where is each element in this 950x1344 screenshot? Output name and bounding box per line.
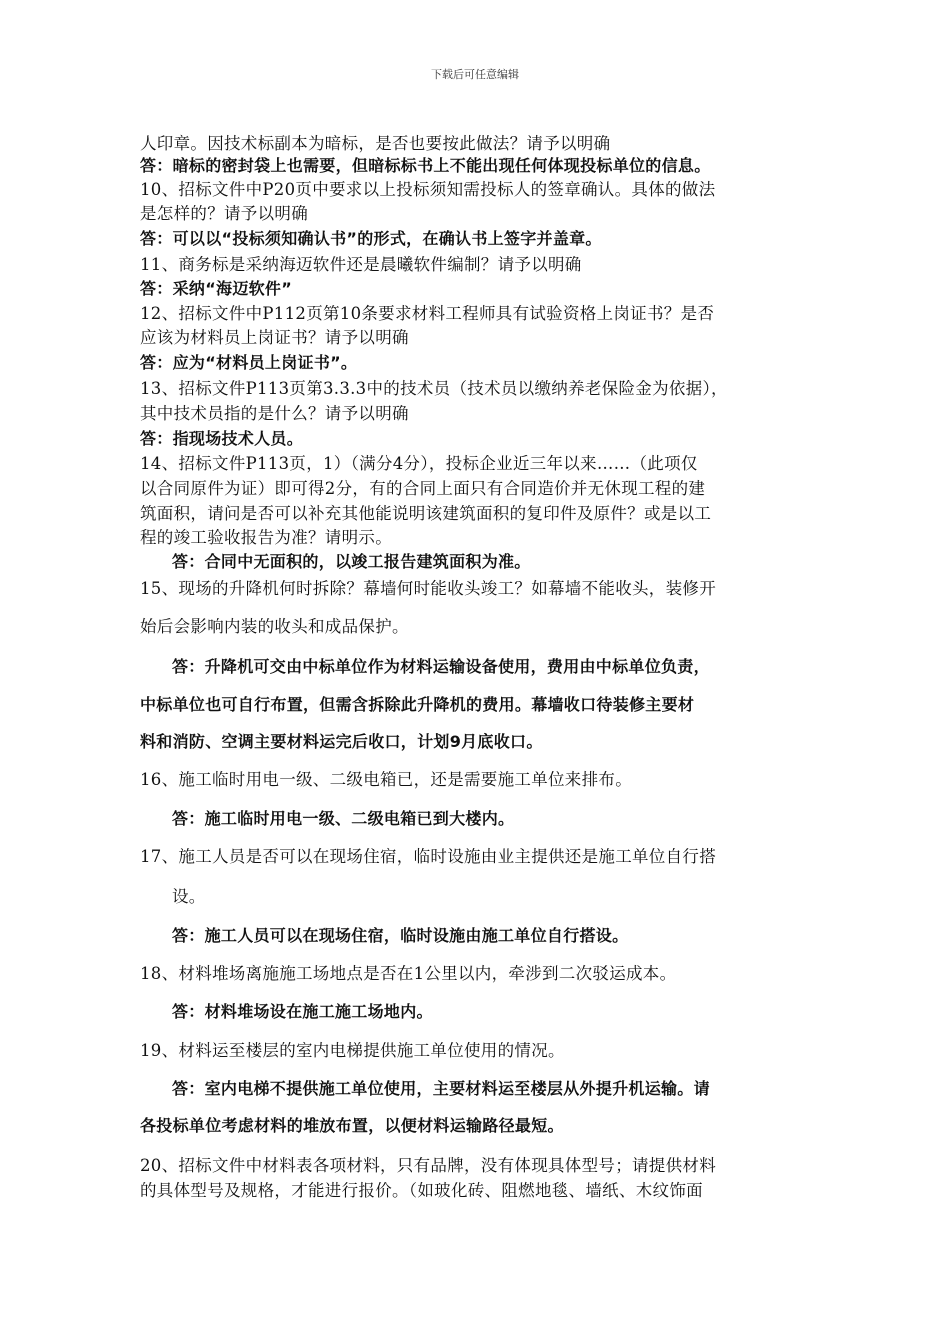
answer-line: 答：施工人员可以在现场住宿，临时设施由施工单位自行搭设。 (172, 926, 629, 945)
page-header: 下载后可任意编辑 (431, 68, 519, 81)
question-line: 筑面积，请问是否可以补充其他能说明该建筑面积的复印件及原件？或是以工 (140, 504, 712, 523)
question-line: 应该为材料员上岗证书？请予以明确 (140, 328, 409, 347)
question-line: 12、招标文件中P112页第10条要求材料工程师具有试验资格上岗证书？是否 (140, 304, 715, 323)
answer-line: 答：指现场技术人员。 (140, 429, 304, 448)
question-line: 14、招标文件P113页，1）（满分4分），投标企业近三年以来……（此项仅 (140, 454, 698, 473)
question-line: 的具体型号及规格，才能进行报价。（如玻化砖、阻燃地毯、墙纸、木纹饰面 (140, 1181, 703, 1200)
answer-line: 中标单位也可自行布置，但需含拆除此升降机的费用。幕墙收口待装修主要材 (140, 695, 695, 714)
question-line: 以合同原件为证）即可得2分，有的合同上面只有合同造价并无休现工程的建 (140, 479, 706, 498)
question-line: 16、施工临时用电一级、二级电箱已，还是需要施工单位来排布。 (140, 770, 632, 789)
question-line: 人印章。因技术标副本为暗标，是否也要按此做法？请予以明确 (140, 134, 611, 153)
answer-line: 答：采纳“海迈软件” (140, 279, 293, 298)
answer-line: 答：材料堆场设在施工施工场地内。 (172, 1002, 433, 1021)
question-line: 15、现场的升降机何时拆除？幕墙何时能收头竣工？如幕墙不能收头，装修开 (140, 579, 716, 598)
answer-line: 答：暗标的密封袋上也需要，但暗标标书上不能出现任何体现投标单位的信息。 (140, 156, 711, 175)
answer-line: 料和消防、空调主要材料运完后收口，计划9月底收口。 (140, 732, 543, 751)
answer-line: 各投标单位考虑材料的堆放布置，以便材料运输路径最短。 (140, 1116, 564, 1135)
question-line: 始后会影响内装的收头和成品保护。 (140, 617, 409, 636)
answer-line: 答：应为“材料员上岗证书”。 (140, 353, 358, 372)
answer-line: 答：升降机可交由中标单位作为材料运输设备使用，费用由中标单位负责， (172, 657, 710, 676)
answer-line: 答：室内电梯不提供施工单位使用，主要材料运至楼层从外提升机运输。请 (172, 1079, 710, 1098)
question-line: 17、施工人员是否可以在现场住宿，临时设施由业主提供还是施工单位自行搭 (140, 847, 716, 866)
question-line: 程的竣工验收报告为准？请明示。 (140, 528, 392, 547)
question-line: 13、招标文件P113页第3.3.3中的技术员（技术员以缴纳养老保险金为依据）， (140, 379, 728, 398)
question-line: 是怎样的？请予以明确 (140, 204, 308, 223)
question-line: 设。 (172, 887, 206, 906)
question-line: 18、材料堆场离施施工场地点是否在1公里以内，牵涉到二次驳运成本。 (140, 964, 677, 983)
question-line: 20、招标文件中材料表各项材料，只有品牌，没有体现具体型号；请提供材料 (140, 1156, 716, 1175)
question-line: 11、商务标是采纳海迈软件还是晨曦软件编制？请予以明确 (140, 255, 582, 274)
answer-line: 答：可以以“投标须知确认书”的形式，在确认书上签字并盖章。 (140, 229, 602, 248)
question-line: 19、材料运至楼层的室内电梯提供施工单位使用的情况。 (140, 1041, 565, 1060)
answer-line: 答：施工临时用电一级、二级电箱已到大楼内。 (172, 809, 515, 828)
question-line: 其中技术员指的是什么？请予以明确 (140, 404, 409, 423)
answer-line: 答：合同中无面积的，以竣工报告建筑面积为准。 (172, 552, 531, 571)
question-line: 10、招标文件中P20页中要求以上投标须知需投标人的签章确认。具体的做法 (140, 180, 716, 199)
